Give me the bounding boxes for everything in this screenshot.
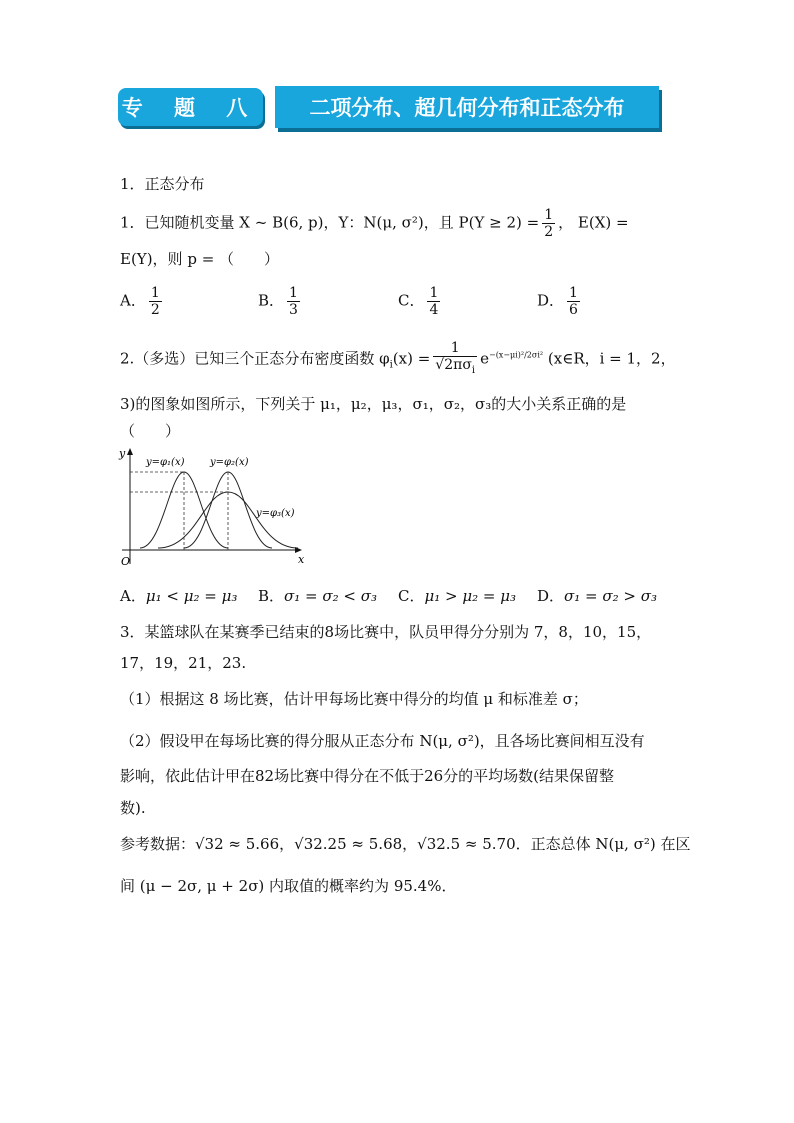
frac-den: 2 bbox=[150, 302, 160, 318]
q1-option-label: D． bbox=[537, 291, 565, 310]
x-axis-label: x bbox=[298, 553, 305, 566]
q2-frac-den bbox=[433, 357, 477, 379]
q2-stem-line1 bbox=[120, 340, 676, 379]
topic-label-badge bbox=[118, 88, 263, 126]
q3-part2-line3: 数). bbox=[120, 799, 146, 817]
q2-option-c[interactable] bbox=[398, 585, 516, 606]
q2-stem-line3: （ ） bbox=[120, 422, 181, 440]
q3-reference-line2: 间 (μ − 2σ, μ + 2σ) 内取值的概率约为 95.4%． bbox=[120, 877, 457, 895]
q3-reference-line1: 参考数据：√32 ≈ 5.66，√32.25 ≈ 5.68，√32.5 ≈ 5.70．正态总体 N(μ, σ²) 在区 bbox=[120, 835, 691, 853]
curve3-label: y=φ₃(x) bbox=[256, 508, 295, 519]
y-axis-label: y bbox=[119, 447, 126, 460]
frac-num: 1 bbox=[429, 285, 439, 301]
q1-stem-line2: E(Y)，则 p = （ ） bbox=[120, 250, 280, 268]
q1-stem-line1 bbox=[120, 207, 629, 240]
frac-den: 3 bbox=[289, 302, 298, 318]
q1-stem-b: ， E(X) = bbox=[558, 213, 629, 232]
q2-option-d[interactable] bbox=[537, 585, 657, 606]
q1-option-label: B． bbox=[258, 291, 285, 310]
curve1-label: y=φ₁(x) bbox=[146, 457, 185, 468]
q2-stem-a: 2.（多选）已知三个正态分布密度函数 φ bbox=[120, 349, 390, 368]
q2-option-text: μ₁ > μ₂ = μ₃ bbox=[424, 587, 516, 605]
frac-num: 1 bbox=[289, 285, 298, 301]
q2-stem-line2: 3)的图象如图所示，下列关于 μ₁，μ₂，μ₃，σ₁，σ₂，σ₃的大小关系正确的是 bbox=[120, 395, 627, 413]
q3-stem-line2: 17，19，21，23. bbox=[120, 654, 247, 672]
q1-option-fraction bbox=[287, 285, 300, 318]
q2-option-label: A． bbox=[120, 587, 146, 605]
y-axis-arrow bbox=[127, 448, 133, 455]
q2-stem-fraction bbox=[433, 340, 477, 379]
frac-num: 1 bbox=[569, 285, 578, 301]
q1-option-fraction bbox=[427, 285, 440, 318]
q2-option-label: D． bbox=[537, 587, 565, 605]
q2-stem-b: (x∈R，i = 1，2， bbox=[547, 349, 676, 368]
frac-den: 4 bbox=[429, 302, 439, 318]
q2-frac-num: 1 bbox=[433, 340, 477, 357]
origin-label: O bbox=[121, 555, 131, 568]
q3-stem-line1: 3．某篮球队在某赛季已结束的8场比赛中，队员甲得分分别为 7，8，10，15， bbox=[120, 623, 652, 641]
frac-num: 1 bbox=[150, 285, 160, 301]
topic-title: 二项分布、超几何分布和正态分布 bbox=[309, 96, 625, 120]
q2-stem-exp-sup: −(x−μi)²/2σi² bbox=[488, 350, 544, 360]
q1-stem-fraction bbox=[542, 207, 555, 240]
q1-stem-a: 1．已知随机变量 X ~ B(6, p)，Y：N(μ, σ²)，且 P(Y ≥ 2) = bbox=[120, 213, 540, 232]
q1-frac-den: 2 bbox=[544, 224, 554, 240]
q1-frac-num: 1 bbox=[544, 207, 554, 223]
q1-option-a[interactable] bbox=[120, 285, 165, 318]
normal-curves-figure bbox=[118, 444, 308, 572]
q1-option-c[interactable] bbox=[398, 285, 443, 318]
q1-option-label: C． bbox=[398, 291, 425, 310]
q1-option-b[interactable] bbox=[258, 285, 303, 318]
q2-option-text: σ₁ = σ₂ < σ₃ bbox=[284, 587, 377, 605]
q2-stem-a2: (x) = bbox=[392, 349, 431, 368]
q3-part2-line1: （2）假设甲在每场比赛的得分服从正态分布 N(μ, σ²)，且各场比赛间相互没有 bbox=[120, 732, 645, 750]
q2-stem-a-sub: i bbox=[389, 359, 393, 371]
topic-title-badge bbox=[275, 86, 659, 128]
q2-option-a[interactable] bbox=[120, 585, 237, 606]
q2-frac-den-text: √2πσ bbox=[435, 357, 472, 373]
q1-option-d[interactable] bbox=[537, 285, 583, 318]
topic-label: 专 题 八 bbox=[121, 96, 260, 120]
q2-option-label: B． bbox=[258, 587, 285, 605]
q2-option-b[interactable] bbox=[258, 585, 377, 606]
q2-option-label: C． bbox=[398, 587, 425, 605]
q1-option-fraction bbox=[149, 285, 162, 318]
q2-option-text: σ₁ = σ₂ > σ₃ bbox=[564, 587, 657, 605]
q2-stem-exp: e bbox=[480, 349, 489, 368]
q3-part1: （1）根据这 8 场比赛，估计甲每场比赛中得分的均值 μ 和标准差 σ； bbox=[120, 690, 588, 708]
q3-part2-line2: 影响，依此估计甲在82场比赛中得分在不低于26分的平均场数(结果保留整 bbox=[120, 767, 615, 785]
q2-option-text: μ₁ < μ₂ = μ₃ bbox=[145, 587, 238, 605]
q1-option-label: A． bbox=[120, 291, 146, 310]
frac-den: 6 bbox=[569, 302, 578, 318]
section-heading: 1．正态分布 bbox=[120, 175, 205, 193]
q2-frac-den-sub: i bbox=[471, 364, 476, 376]
curve2-label: y=φ₂(x) bbox=[210, 457, 249, 468]
q1-option-fraction bbox=[567, 285, 580, 318]
